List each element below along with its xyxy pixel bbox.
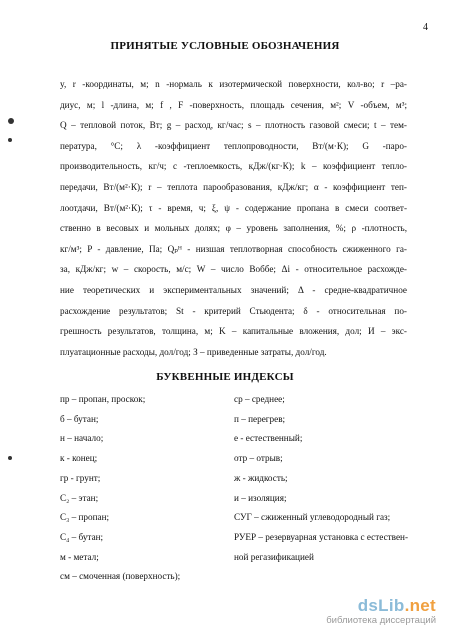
index-item: пр – пропан, проскок; [60,394,146,404]
index-item: отр – отрыв; [234,453,283,464]
notation-line: кг/м³; P - давление, Па; Qₚᴴ - низшая теплотворная способность сжиженного га- [60,243,407,254]
page-number: 4 [423,22,428,33]
notation-paragraph [60,74,407,362]
notation-line: диус, м; l -длина, м; f , F -поверхность, площадь сечения, м²; V -объем, м³; [60,99,407,110]
notation-line: y, r -координаты, м; n -нормаль к изотермической поверхности, кол-во; r –ра- [60,79,407,89]
index-item: п – перегрев; [234,413,286,424]
watermark-logo: dsLib.net [357,596,436,615]
index-item: гр - грунт; [60,472,101,483]
watermark [326,596,436,626]
notation-line: ние теоретических и экспериментальных значений; Δ - средне-квадратичное [60,284,407,295]
index-item: ной регазификацией [234,551,314,562]
notation-line: пература, °C; λ -коэффициент теплопроводности, Вт/(м·К); G -паро- [60,140,407,151]
index-item: C₄ – бутан; [60,531,104,542]
index-item: е - естественный; [234,433,303,444]
index-item: ж - жидкость; [234,472,288,483]
notation-line: производительность, кг/ч; c -теплоемкость, кДж/(кг·К); k – коэффициент тепло- [60,161,407,172]
index-item: к - конец; [60,453,98,464]
index-item: б – бутан; [60,413,99,424]
notation-line: грешность результатов, толщина, м; K – капитальные вложения, дол; И – экс- [60,326,407,337]
indices-right-column [234,390,414,567]
binding-hole-mark [8,118,14,124]
notation-line: расхождение результатов; St - критерий Стьюдента; δ - относительная по- [60,305,407,316]
notation-line: передачи, Вт/(м²·К); r – теплота парообразования, кДж/кг; α - коэффициент теп- [60,181,407,192]
indices-heading: БУКВЕННЫЕ ИНДЕКСЫ [156,371,294,383]
notation-line: плуатационные расходы, дол/год; З – приведенные затраты, дол/год. [60,346,327,357]
notation-line: лоотдачи, Вт/(м²·К); τ - время, ч; ξ, ψ - содержание пропана в смеси соответ- [60,202,407,213]
index-item: РУЕР – резервуарная установка с естествен- [234,531,409,542]
notation-line: за, кДж/кг; w – скорость, м/с; W – число Воббе; Δi - относительное расхожде- [60,264,407,275]
watermark-subtitle: библиотека диссертаций [326,615,436,626]
index-item: см – смоченная (поверхность); [60,571,181,582]
index-item: и – изоляция; [234,492,287,503]
index-item: м - метал; [60,551,99,562]
index-item: СУГ – сжиженный углеводородный газ; [234,512,391,523]
notation-heading: ПРИНЯТЫЕ УСЛОВНЫЕ ОБОЗНАЧЕНИЯ [110,40,340,52]
index-item: н – начало; [60,433,104,444]
notation-line: Q – тепловой поток, Вт; g – расход, кг/час; s – плотность газовой смеси; t – тем- [60,120,407,131]
index-item: ср – среднее; [234,394,285,404]
index-item: C₃ – пропан; [60,512,110,523]
notation-line: ственно в весовых и мольных долях; φ – уровень заполнения, %; ρ -плотность, [60,223,407,234]
indices-left-column [60,390,220,587]
binding-hole-mark [8,456,12,460]
index-item: C₂ – этан; [60,492,99,503]
binding-hole-mark [8,138,12,142]
